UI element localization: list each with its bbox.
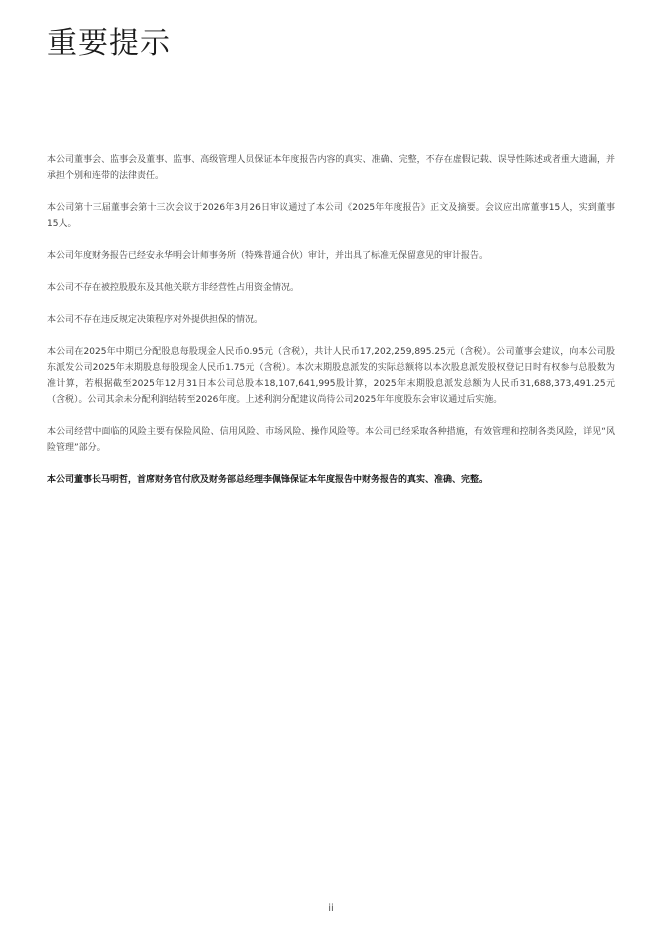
page-number: ii [328,903,334,914]
document-body [47,152,615,504]
paragraph-fund-occupation: 本公司不存在被控股股东及其他关联方非经营性占用资金情况。 [47,283,300,293]
paragraph-dividend: 本公司在2025年中期已分配股息每股现金人民币0.95元（含税），共计人民币17,202,259,895.25元（含税）。公司董事会建议，向本公司股东派发公司2025年末期股息每股现金人民币1.75元（含税）。本次末期股息派发的实际总额将以本次股息派发股权登记日时有权参与总股数为准计算，若根据截至2025年12月31日本公司总股本18,107,641,995股计算，2025年末期股息派发总额为人民币31,688,373,491.25元（含税）。公司其余未分配利润结转至2026年度。上述利润分配建议尚待公司2025年年度股东会审议通过后实施。 [47,347,615,405]
paragraph-risks: 本公司经营中面临的风险主要有保险风险、信用风险、市场风险、操作风险等。本公司已经采取各种措施，有效管理和控制各类风险，详见“风险管理”部分。 [47,427,615,453]
page-title: 重要提示 [47,26,171,61]
paragraph-financial-report-assurance: 本公司董事长马明哲，首席财务官付欣及财务部总经理李佩锋保证本年度报告中财务报告的真实、准确、完整。 [47,475,489,485]
paragraph-audit-opinion: 本公司年度财务报告已经安永华明会计师事务所（特殊普通合伙）审计，并出具了标准无保留意见的审计报告。 [47,251,489,261]
paragraph-board-approval: 本公司第十三届董事会第十三次会议于2026年3月26日审议通过了本公司《2025年年度报告》正文及摘要。会议应出席董事15人，实到董事15人。 [47,203,615,229]
paragraph-guarantee: 本公司不存在违反规定决策程序对外提供担保的情况。 [47,315,264,325]
paragraph-responsibility-statement: 本公司董事会、监事会及董事、监事、高级管理人员保证本年度报告内容的真实、准确、完整，不存在虚假记载、误导性陈述或者重大遗漏，并承担个别和连带的法律责任。 [47,155,615,181]
